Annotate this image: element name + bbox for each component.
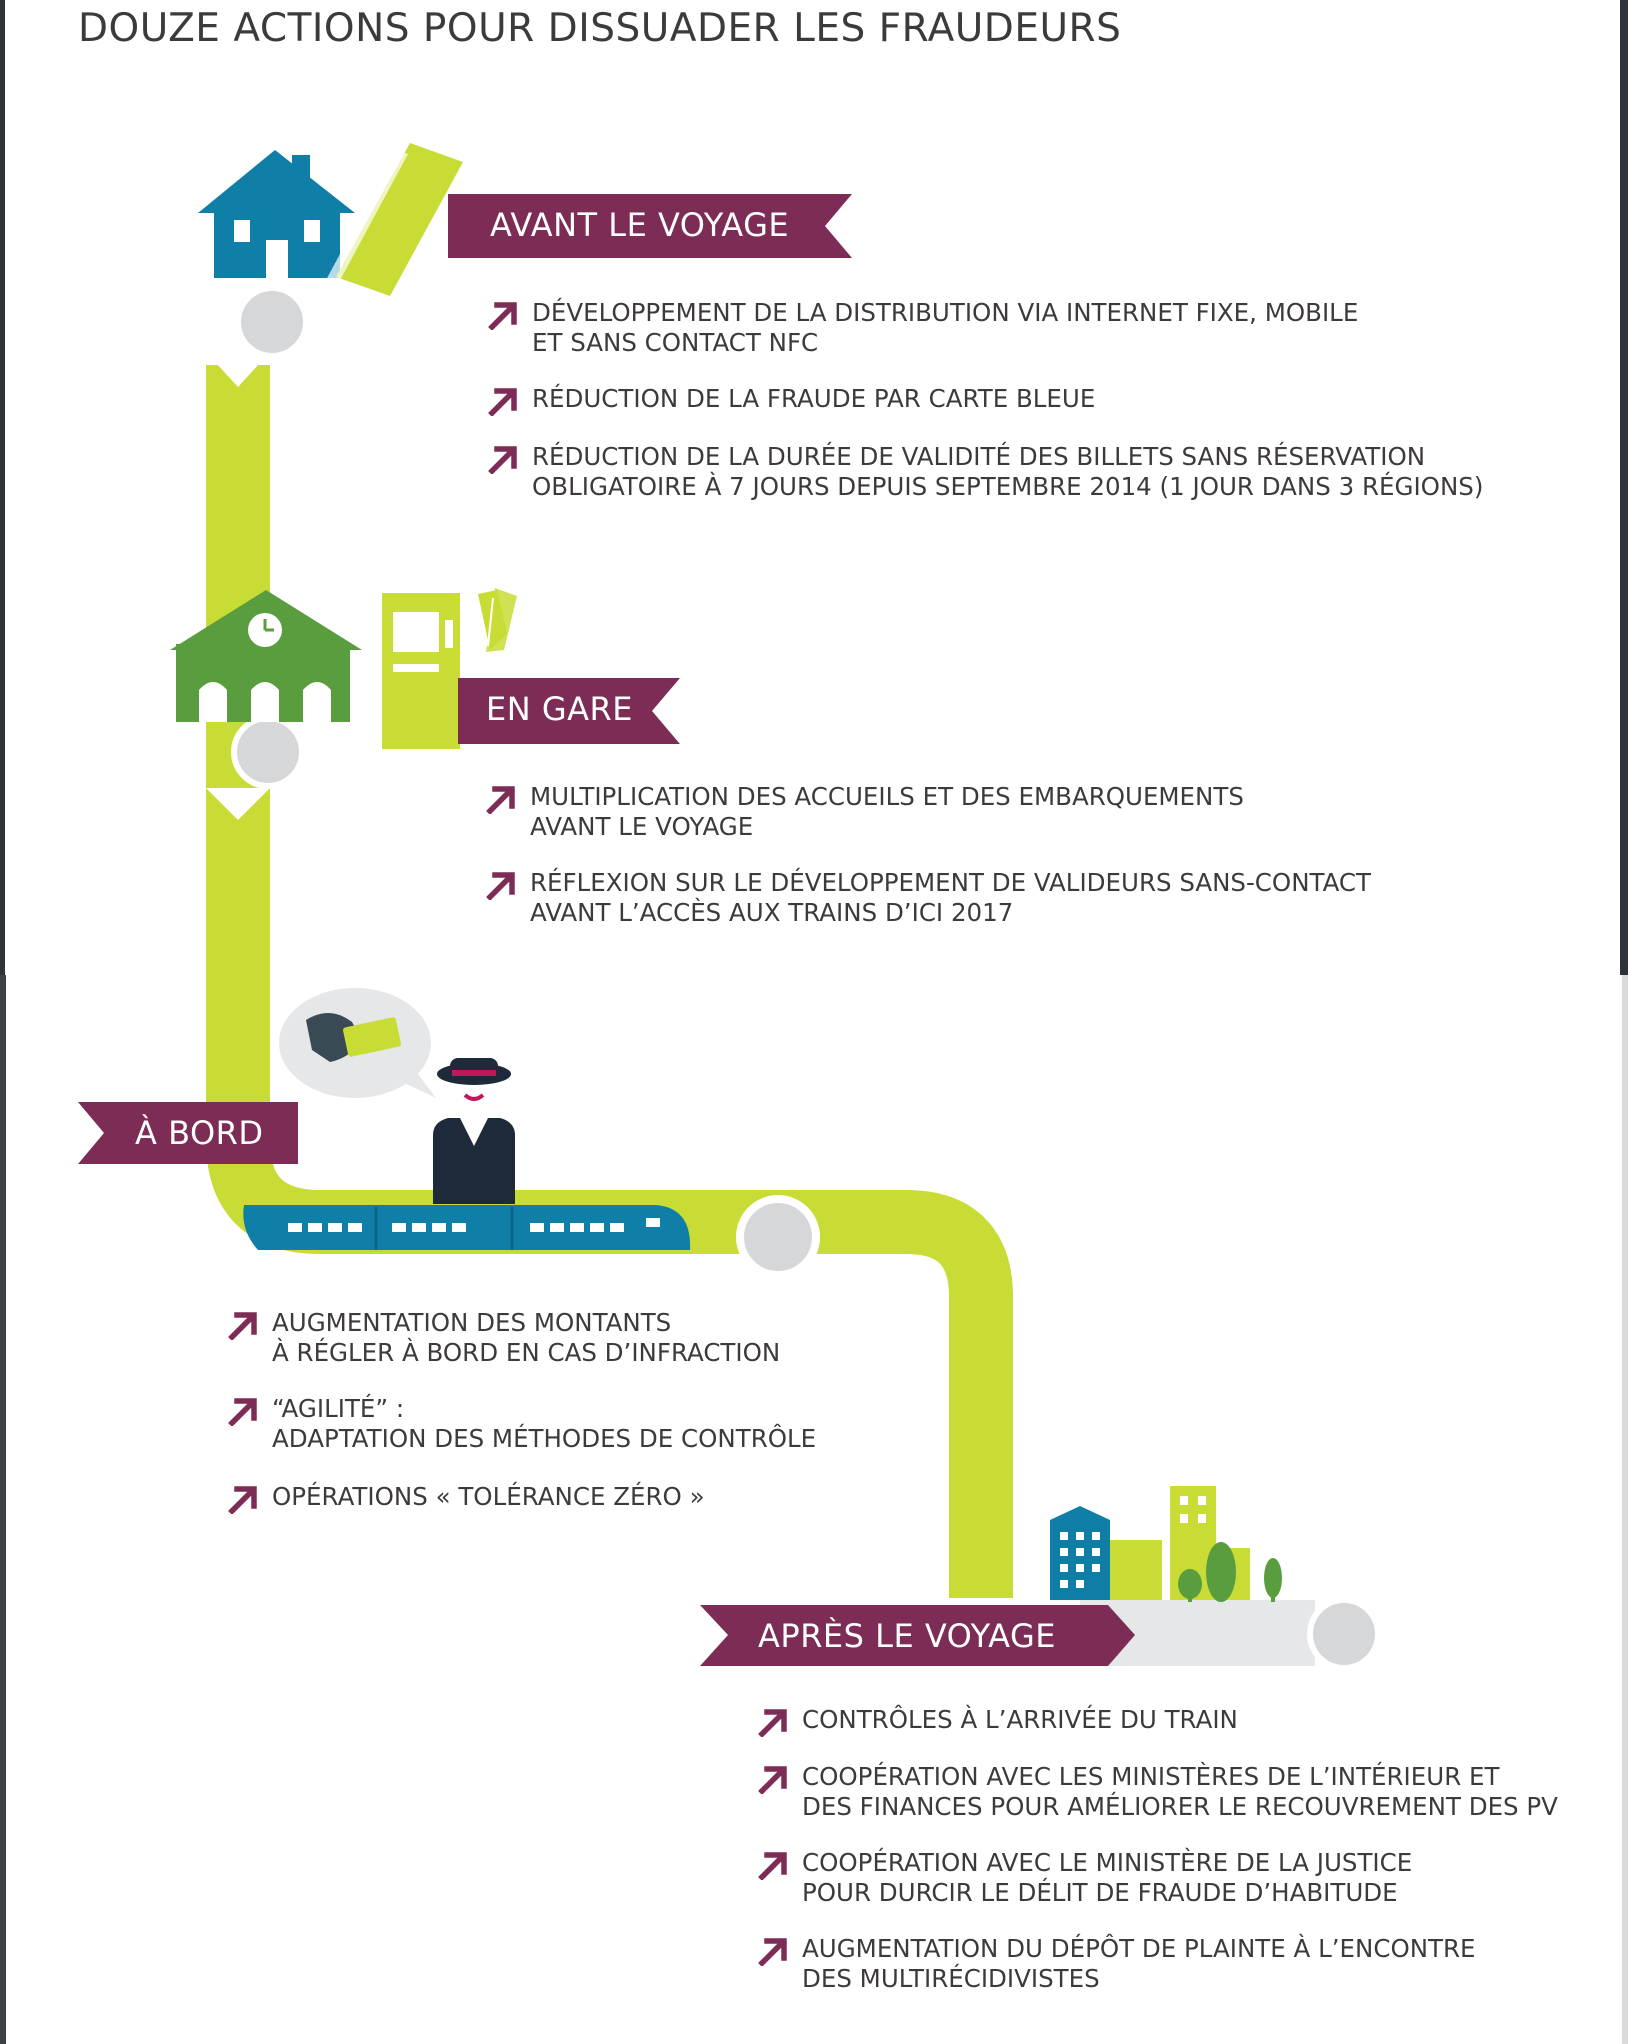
action-item-line: AVANT L’ACCÈS AUX TRAINS D’ICI 2017 [530,898,1014,927]
action-item [758,1762,1558,1822]
stop-circle [238,288,306,356]
action-item [488,298,1358,358]
page-title: DOUZE ACTIONS POUR DISSUADER LES FRAUDEURS [78,6,1122,51]
ticket-hand-bubble-icon [279,988,436,1098]
arrow-up-right-icon [488,386,518,416]
action-item [488,442,1483,502]
action-item-line: DES MULTIRÉCIDIVISTES [802,1964,1100,1993]
action-item [228,1394,816,1454]
section-label-avant: AVANT LE VOYAGE [490,206,790,244]
action-item-line: RÉDUCTION DE LA DURÉE DE VALIDITÉ DES BILLETS SANS RÉSERVATION [532,442,1426,471]
arrow-up-right-icon [488,300,518,330]
arrow-up-right-icon [486,784,516,814]
action-item [486,868,1371,928]
arrow-up-right-icon [228,1484,258,1514]
action-item [758,1705,1238,1737]
conductor-icon [433,1058,515,1204]
train-icon [243,1205,690,1250]
action-item-line: ET SANS CONTACT NFC [532,328,819,357]
action-item-line: AVANT LE VOYAGE [530,812,754,841]
arrow-up-right-icon [228,1310,258,1340]
action-item-line: OPÉRATIONS « TOLÉRANCE ZÉRO » [272,1482,705,1511]
action-item [486,782,1244,842]
action-item-line: RÉDUCTION DE LA FRAUDE PAR CARTE BLEUE [532,384,1096,413]
action-item [758,1934,1476,1994]
action-item-line: “AGILITÉ” : [272,1394,405,1423]
stop-circle [234,718,302,786]
stop-circle [1310,1600,1378,1668]
action-item-line: MULTIPLICATION DES ACCUEILS ET DES EMBARQUEMENTS [530,782,1244,811]
section-label-apres: APRÈS LE VOYAGE [758,1617,1057,1655]
arrow-up-right-icon [758,1764,788,1794]
action-item-line: À RÉGLER À BORD EN CAS D’INFRACTION [272,1338,781,1367]
arrow-up-right-icon [488,444,518,474]
ticket-card-icon [326,143,463,296]
house-icon [198,150,355,278]
section-label-a-bord: À BORD [135,1114,264,1152]
action-item [228,1482,705,1514]
action-item-line: ADAPTATION DES MÉTHODES DE CONTRÔLE [272,1424,817,1453]
action-item [758,1848,1412,1908]
action-item-line: POUR DURCIR LE DÉLIT DE FRAUDE D’HABITUDE [802,1878,1398,1907]
action-item-line: DES FINANCES POUR AMÉLIORER LE RECOUVREMENT DES PV [802,1792,1558,1821]
action-item-line: CONTRÔLES À L’ARRIVÉE DU TRAIN [802,1705,1238,1734]
action-item [488,384,1095,416]
action-item-line: OBLIGATOIRE À 7 JOURS DEPUIS SEPTEMBRE 2014 (1 JOUR DANS 3 RÉGIONS) [532,472,1484,501]
arrow-up-right-icon [228,1396,258,1426]
action-item-line: COOPÉRATION AVEC LE MINISTÈRE DE LA JUSTICE [802,1848,1413,1877]
arrow-up-right-icon [758,1707,788,1737]
station-icon [170,590,362,722]
section-label-en-gare: EN GARE [486,690,633,728]
action-item-line: COOPÉRATION AVEC LES MINISTÈRES DE L’INTÉRIEUR ET [802,1762,1500,1791]
arrow-up-right-icon [758,1936,788,1966]
action-item-line: RÉFLEXION SUR LE DÉVELOPPEMENT DE VALIDEURS SANS-CONTACT [530,868,1371,897]
arrow-up-right-icon [486,870,516,900]
action-item [228,1308,780,1368]
stop-circle [740,1199,816,1275]
action-item-line: AUGMENTATION DU DÉPÔT DE PLAINTE À L’ENCONTRE [802,1934,1476,1963]
action-item-line: AUGMENTATION DES MONTANTS [272,1308,672,1337]
action-item-line: DÉVELOPPEMENT DE LA DISTRIBUTION VIA INTERNET FIXE, MOBILE [532,298,1359,327]
arrow-up-right-icon [758,1850,788,1880]
